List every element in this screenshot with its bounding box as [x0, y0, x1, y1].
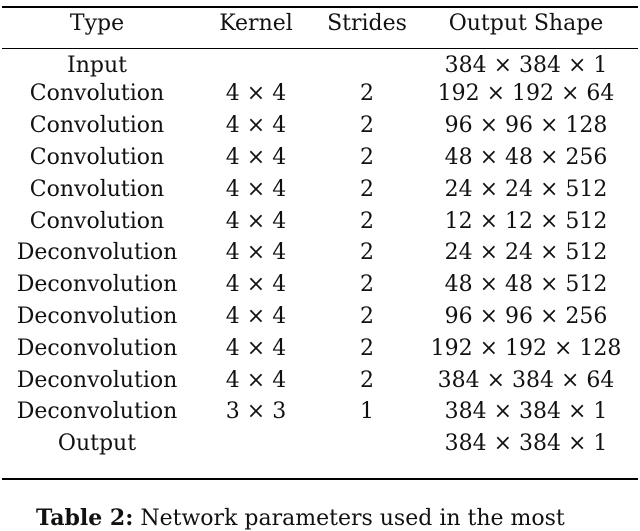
- cell-output-shape: 24 × 24 × 512: [444, 176, 608, 202]
- cell-kernel: 4 × 4: [225, 240, 287, 266]
- cell-kernel: 4 × 4: [225, 303, 287, 329]
- cell-output-shape: 384 × 384 × 1: [444, 399, 608, 425]
- cell-output-shape: 96 × 96 × 256: [444, 303, 608, 329]
- cell-kernel: 3 × 3: [225, 399, 287, 425]
- cell-kernel: 4 × 4: [225, 335, 287, 361]
- cell-kernel: 4 × 4: [225, 367, 287, 393]
- cell-type: Output: [57, 431, 137, 457]
- cell-output-shape: 192 × 192 × 64: [437, 81, 615, 107]
- cell-output-shape: 24 × 24 × 512: [444, 240, 608, 266]
- table-row: [2, 364, 638, 396]
- cell-kernel: 4 × 4: [225, 113, 287, 139]
- column-header-output-shape: Output Shape: [448, 11, 604, 36]
- cell-kernel: 4 × 4: [225, 176, 287, 202]
- cell-strides: 2: [360, 335, 374, 361]
- table-header-row: [2, 0, 638, 43]
- cell-kernel: 4 × 4: [225, 81, 287, 107]
- cell-output-shape: 384 × 384 × 1: [444, 53, 608, 78]
- table-row: [2, 428, 638, 460]
- cell-kernel: [192, 428, 320, 460]
- cell-kernel: 4 × 4: [225, 144, 287, 170]
- table-row: [2, 173, 638, 205]
- table-row: [2, 269, 638, 301]
- caption-label: Table 2:: [36, 505, 134, 531]
- cell-strides: [320, 428, 414, 460]
- table-row: [2, 301, 638, 333]
- cell-type: Deconvolution: [16, 367, 178, 393]
- cell-type: Convolution: [29, 113, 165, 139]
- cell-strides: 2: [360, 208, 374, 234]
- cell-strides: 2: [360, 176, 374, 202]
- cell-type: Deconvolution: [16, 335, 178, 361]
- table-bottom-rule: [2, 478, 638, 480]
- cell-output-shape: 48 × 48 × 256: [444, 144, 608, 170]
- cell-strides: 2: [360, 272, 374, 298]
- cell-output-shape: 192 × 192 × 128: [430, 335, 622, 361]
- cell-strides: [320, 43, 414, 78]
- cell-type: Convolution: [29, 81, 165, 107]
- cell-kernel: [192, 43, 320, 78]
- cell-strides: 2: [360, 303, 374, 329]
- table-row: [2, 43, 638, 78]
- column-header-type: Type: [69, 11, 125, 36]
- cell-output-shape: 48 × 48 × 512: [444, 272, 608, 298]
- table-caption: [36, 505, 565, 531]
- column-header-kernel: Kernel: [219, 11, 293, 36]
- table-row: [2, 110, 638, 142]
- table-row: [2, 237, 638, 269]
- cell-type: Deconvolution: [16, 240, 178, 266]
- cell-kernel: 4 × 4: [225, 208, 287, 234]
- table-row: [2, 332, 638, 364]
- cell-type: Deconvolution: [16, 272, 178, 298]
- table-row: [2, 396, 638, 428]
- cell-type: Deconvolution: [16, 399, 178, 425]
- cell-output-shape: 96 × 96 × 128: [444, 113, 608, 139]
- cell-output-shape: 384 × 384 × 1: [444, 431, 608, 457]
- cell-type: Convolution: [29, 208, 165, 234]
- column-header-strides: Strides: [327, 11, 407, 36]
- cell-output-shape: 12 × 12 × 512: [444, 208, 608, 234]
- cell-type: Input: [67, 53, 127, 78]
- cell-output-shape: 384 × 384 × 64: [437, 367, 615, 393]
- cell-kernel: 4 × 4: [225, 272, 287, 298]
- cell-type: Deconvolution: [16, 303, 178, 329]
- cell-strides: 2: [360, 240, 374, 266]
- cell-type: Convolution: [29, 176, 165, 202]
- cell-strides: 1: [360, 399, 374, 425]
- cell-strides: 2: [360, 367, 374, 393]
- cell-strides: 2: [360, 113, 374, 139]
- cell-strides: 2: [360, 81, 374, 107]
- network-parameters-table: [2, 0, 638, 460]
- table-row: [2, 78, 638, 110]
- table-body: [2, 43, 638, 460]
- table-row: [2, 142, 638, 174]
- table-row: [2, 205, 638, 237]
- cell-strides: 2: [360, 144, 374, 170]
- caption-text: Network parameters used in the most: [140, 506, 565, 531]
- cell-type: Convolution: [29, 144, 165, 170]
